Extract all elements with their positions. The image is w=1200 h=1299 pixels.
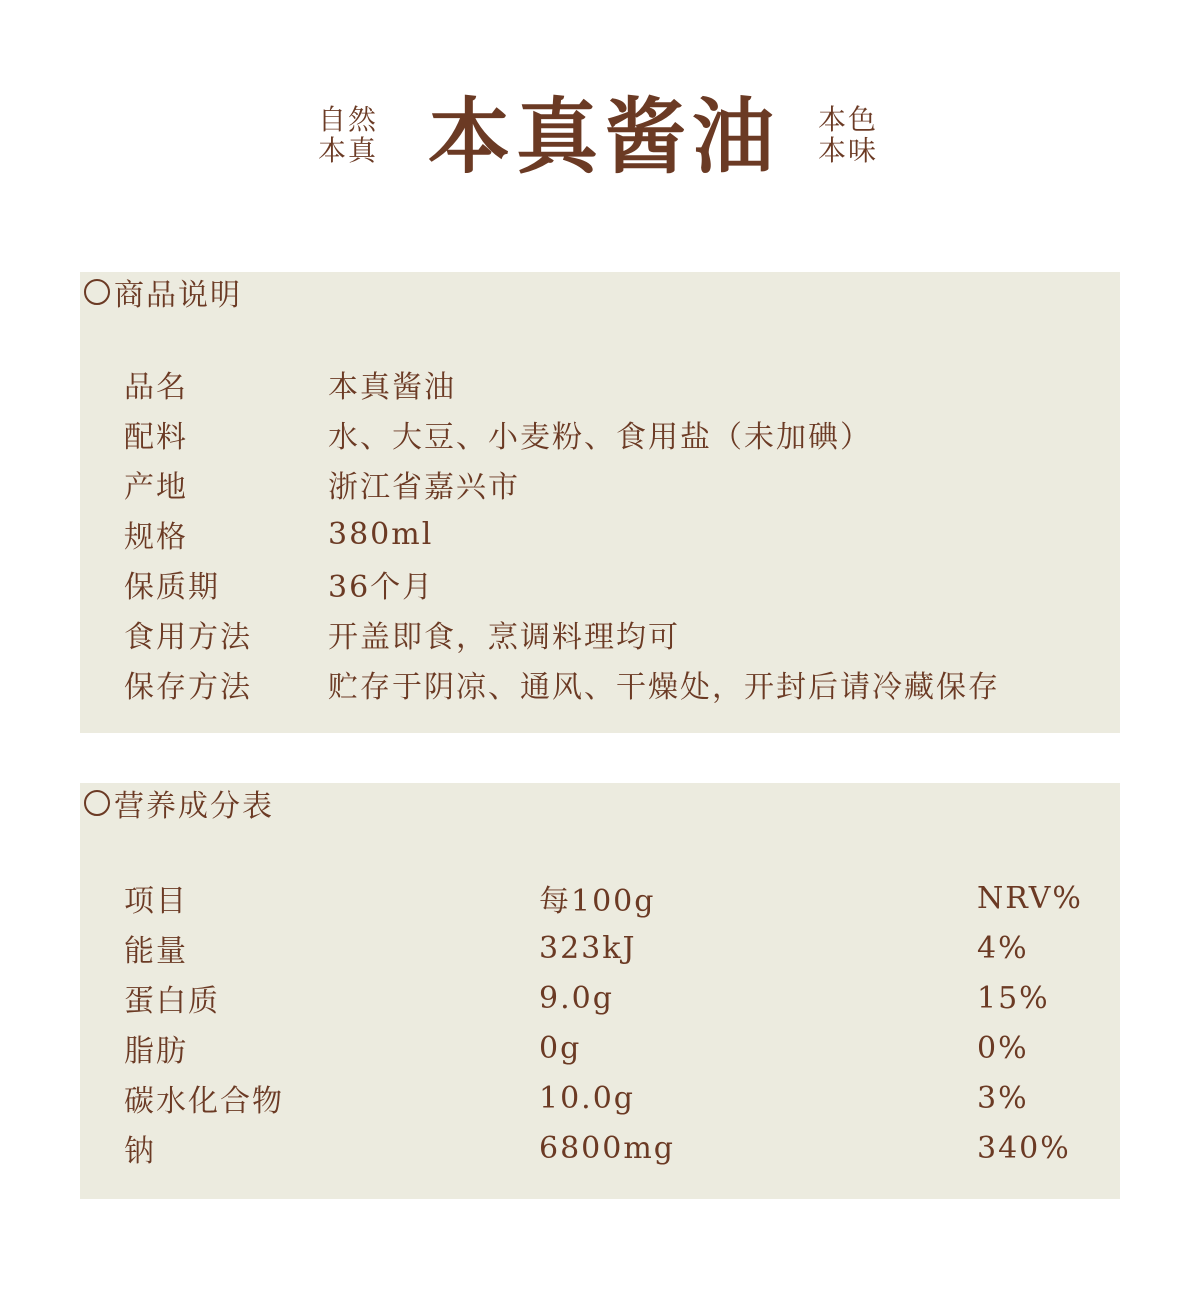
column-header-nrv: NRV% [977,880,1083,916]
header-left-line2: 本真 [318,134,379,167]
desc-row-storage [124,659,1104,709]
circle-outline-icon [84,790,110,816]
header-right-line2: 本味 [818,134,879,167]
desc-row-name [124,359,1104,409]
nutrient-amount: 9.0g [539,980,614,1016]
header-left-tagline [318,104,378,166]
desc-label: 规格 [124,520,188,555]
nutrition-row-fat [124,1023,1104,1073]
nutrient-name: 能量 [124,934,188,969]
product-description-heading [84,274,242,313]
section-title: 商品说明 [114,278,242,313]
desc-row-origin [124,459,1104,509]
nutrition-facts-heading [84,785,274,824]
header-right-line1: 本色 [818,103,879,136]
nutrient-amount: 0g [539,1030,582,1066]
desc-label: 品名 [124,370,188,405]
nutrient-name: 碳水化合物 [124,1084,284,1119]
desc-row-usage [124,609,1104,659]
nutrient-name: 脂肪 [124,1034,188,1069]
desc-row-shelf-life [124,559,1104,609]
column-header-item: 项目 [124,884,188,919]
nutrient-nrv: 4% [977,930,1029,966]
desc-label: 食用方法 [124,620,252,655]
nutrition-header-row [124,873,1104,923]
nutrient-amount: 6800mg [539,1130,675,1166]
nutrient-amount: 323kJ [539,930,637,966]
nutrient-nrv: 340% [977,1130,1071,1166]
page-header [0,89,1200,185]
nutrition-table [124,873,1104,1173]
desc-label: 保质期 [124,570,220,605]
nutrition-row-carbohydrate [124,1073,1104,1123]
nutrient-name: 蛋白质 [124,984,220,1019]
desc-value: 本真酱油 [328,370,456,405]
desc-value: 开盖即食，烹调料理均可 [328,620,680,655]
nutrient-nrv: 3% [977,1080,1029,1116]
desc-value: 浙江省嘉兴市 [328,470,520,505]
nutrition-row-sodium [124,1123,1104,1173]
circle-outline-icon [84,279,110,305]
header-right-tagline [818,104,878,166]
column-header-per100g: 每100g [539,884,656,919]
nutrient-name: 钠 [124,1134,156,1169]
section-title: 营养成分表 [114,789,274,824]
desc-row-ingredients [124,409,1104,459]
desc-label: 产地 [124,470,188,505]
desc-label: 配料 [124,420,188,455]
nutrient-nrv: 0% [977,1030,1029,1066]
page-title: 本真酱油 [428,89,781,185]
desc-value: 水、大豆、小麦粉、食用盐（未加碘） [328,420,872,455]
product-description-panel [80,272,1120,733]
desc-label: 保存方法 [124,670,252,705]
desc-value: 贮存于阴凉、通风、干燥处，开封后请冷藏保存 [328,670,1000,705]
header-left-line1: 自然 [318,103,379,136]
desc-value: 36个月 [328,570,435,605]
nutrient-nrv: 15% [977,980,1050,1016]
desc-value: 380ml [328,516,434,552]
nutrition-facts-panel [80,783,1120,1199]
nutrition-row-energy [124,923,1104,973]
desc-row-spec [124,509,1104,559]
nutrition-row-protein [124,973,1104,1023]
product-description-list [124,359,1104,709]
nutrient-amount: 10.0g [539,1080,636,1116]
